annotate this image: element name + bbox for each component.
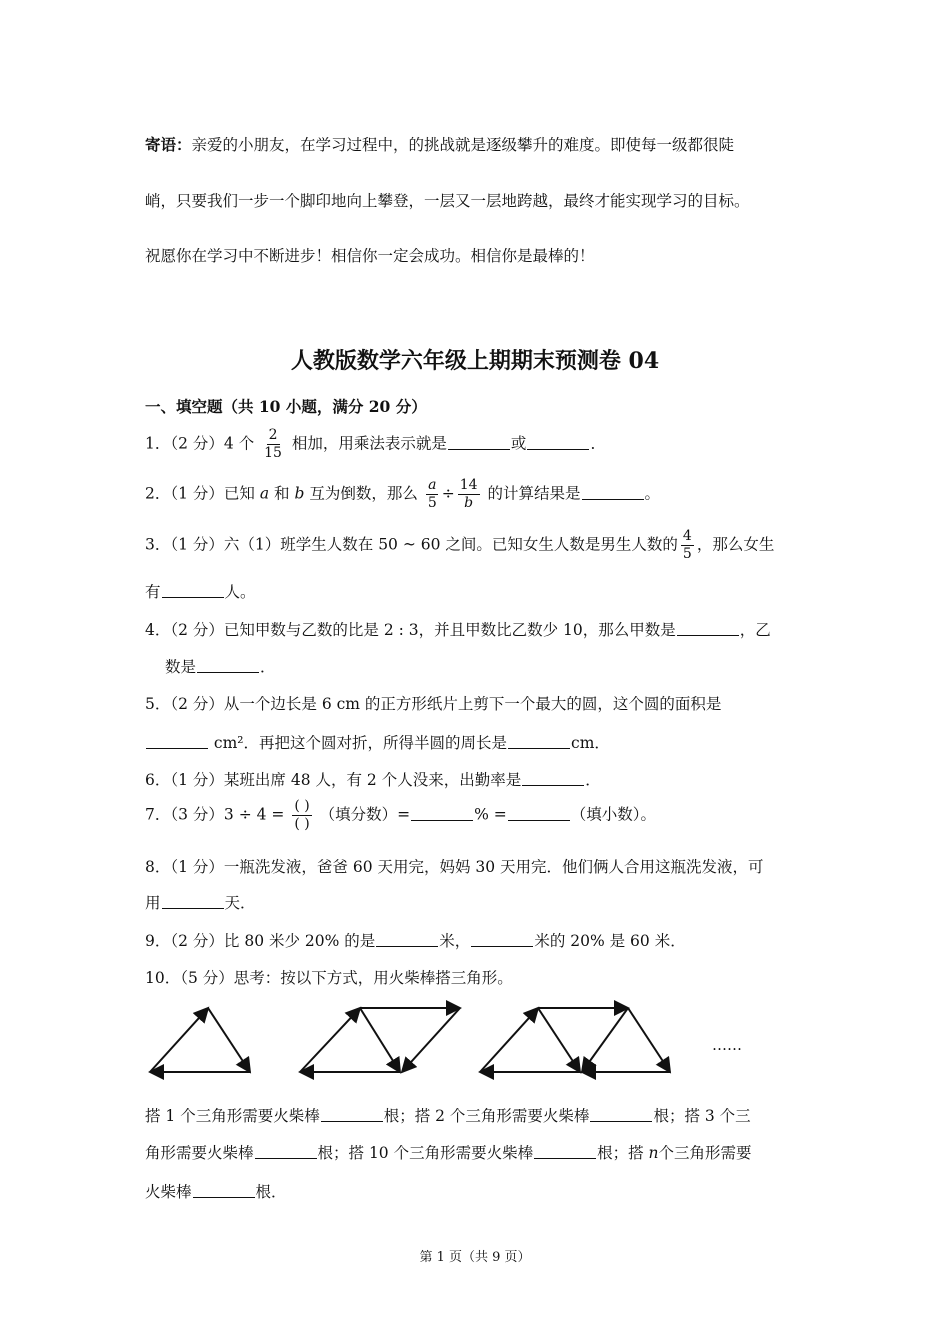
q9-text-b: 米， [439, 932, 471, 950]
q4-text-b: ，乙 [739, 621, 771, 639]
q2-text-and: 和 [274, 484, 290, 503]
q9-text-c: 米的 20% 是 60 米． [534, 932, 686, 950]
q4-text: 4．（2 分）已知甲数与乙数的比是 2 : 3，并且甲数比乙数少 10，那么甲数是 [145, 621, 676, 639]
q10-text-2d: 个三角形需要 [658, 1144, 752, 1162]
answer-blank[interactable] [534, 1157, 596, 1159]
q1-den: 15 [264, 445, 282, 461]
q10-text-1b: 根；搭 2 个三角形需要火柴棒 [383, 1107, 590, 1125]
q2-den-2: b [464, 495, 474, 511]
triangle-figure-3 [480, 1008, 670, 1072]
message-line-1 [145, 133, 734, 155]
message-line-3: 祝愿你在学习中不断进步！相信你一定会成功。相信你是最棒的！ [145, 247, 595, 265]
answer-blank[interactable] [411, 819, 473, 821]
q2-fraction-2 [458, 477, 480, 512]
question-10-line-2 [145, 1141, 752, 1163]
q2-den-1: 5 [427, 495, 437, 511]
q2-num-1: a [428, 477, 437, 493]
answer-blank[interactable] [197, 671, 259, 673]
answer-blank[interactable] [582, 498, 644, 500]
q7-num: ( ) [294, 798, 310, 814]
question-8: 8．（1 分）一瓶洗发液，爸爸 60 天用完，妈妈 30 天用完．他们俩人合用这瓶洗发液，可 [145, 858, 764, 876]
q9-text: 9．（2 分）比 80 米少 20% 的是 [145, 932, 376, 950]
q6-text: 6．（1 分）某班出席 48 人，有 2 个人没来，出勤率是 [145, 771, 522, 789]
q1-text-b: 相加，用乘法表示就是 [291, 434, 447, 453]
question-2 [145, 477, 660, 512]
q7-den: ( ) [294, 816, 310, 832]
question-5-cont [145, 731, 610, 753]
answer-blank[interactable] [321, 1120, 383, 1122]
q2-fraction-1 [426, 477, 439, 512]
q2-num-2: 14 [459, 477, 478, 493]
q7-text: 7．（3 分）3 ÷ 4 = [145, 805, 285, 824]
q10-text-3a: 火柴棒 [145, 1183, 192, 1201]
section-heading: 一、填空题（共 10 小题，满分 20 分） [145, 397, 427, 416]
answer-blank[interactable] [508, 819, 570, 821]
q2-var-a: a [259, 484, 270, 503]
q7-text-d: （填小数）。 [570, 805, 657, 824]
question-1 [145, 427, 606, 462]
q2-text-d: 。 [644, 484, 661, 503]
answer-blank[interactable] [471, 945, 533, 947]
q10-text-1a: 搭 1 个三角形需要火柴棒 [145, 1107, 320, 1125]
q10-text-1c: 根；搭 3 个三 [653, 1107, 751, 1125]
q10-text-3b: 根． [255, 1183, 287, 1201]
answer-blank[interactable] [522, 784, 584, 786]
q6-text-b: ． [585, 771, 601, 789]
answer-blank[interactable] [590, 1120, 652, 1122]
question-6 [145, 768, 601, 790]
answer-blank[interactable] [193, 1196, 255, 1198]
q1-text-d: ． [590, 434, 606, 453]
message-line-2: 峭，只要我们一步一个脚印地向上攀登，一层又一层地跨越，最终才能实现学习的目标。 [145, 192, 750, 210]
q3-text: 3．（1 分）六（1）班学生人数在 50 ~ 60 之间。已知女生人数是男生人数的 [145, 535, 678, 554]
q2-divide: ÷ [441, 484, 455, 503]
page-footer: 第 1 页（共 9 页） [419, 1250, 531, 1265]
answer-blank[interactable] [527, 448, 589, 450]
q3-fraction [681, 528, 694, 563]
q7-text-c: % = [474, 805, 507, 824]
q2-text-c: 的计算结果是 [487, 484, 581, 503]
question-3 [145, 528, 774, 563]
q10-text-2b: 根；搭 10 个三角形需要火柴棒 [317, 1144, 534, 1162]
q5-text-b: cm²．再把这个圆对折，所得半圆的周长是 [209, 734, 508, 752]
answer-blank[interactable] [146, 747, 208, 749]
q2-text-b: 互为倒数，那么 [309, 484, 418, 503]
q2-text: 2．（1 分）已知 [145, 484, 255, 503]
question-4-cont [165, 655, 276, 677]
question-9 [145, 929, 686, 951]
matchstick-triangles-figure [140, 1000, 780, 1090]
q3-text-c: 有 [145, 583, 161, 601]
q3-text-b: ，那么女生 [696, 535, 775, 554]
message-text-1: 亲爱的小朋友，在学习过程中，的挑战就是逐级攀升的难度。即使每一级都很陡 [191, 136, 735, 154]
question-8-cont [145, 891, 256, 913]
q3-den: 5 [682, 546, 692, 562]
q4-text-d: ． [260, 658, 276, 676]
q3-text-d: 人。 [224, 583, 256, 601]
q8-text-c: 天． [224, 894, 256, 912]
triangle-figure-1 [150, 1008, 250, 1072]
answer-blank[interactable] [376, 945, 438, 947]
answer-blank[interactable] [162, 596, 224, 598]
question-10-line-3 [145, 1180, 287, 1202]
question-4 [145, 618, 771, 640]
answer-blank[interactable] [162, 907, 224, 909]
q10-text-2c: 根；搭 [597, 1144, 644, 1162]
q7-text-b: （填分数）= [319, 805, 411, 824]
q2-var-b: b [294, 484, 305, 503]
q10-var-n: n [648, 1144, 659, 1162]
question-10-line-1 [145, 1104, 751, 1126]
triangle-figure-2 [300, 1008, 460, 1072]
question-3-cont [145, 580, 256, 602]
q4-text-c: 数是 [165, 658, 197, 676]
question-7 [145, 798, 656, 833]
q10-text-2a: 角形需要火柴棒 [145, 1144, 254, 1162]
answer-blank[interactable] [448, 448, 510, 450]
answer-blank[interactable] [677, 634, 739, 636]
q1-num: 2 [268, 427, 278, 443]
answer-blank[interactable] [255, 1157, 317, 1159]
q3-num: 4 [682, 528, 692, 544]
message-label: 寄语： [145, 135, 192, 154]
question-10: 10．（5 分）思考：按以下方式，用火柴棒搭三角形。 [145, 969, 513, 987]
q8-text-b: 用 [145, 894, 161, 912]
q7-fraction[interactable] [292, 798, 311, 833]
q1-text-c: 或 [510, 434, 527, 453]
q1-text: 1．（2 分）4 个 [145, 434, 255, 453]
figure-ellipsis: …… [712, 1036, 742, 1054]
page-title: 人教版数学六年级上期期末预测卷 04 [290, 348, 660, 374]
q1-fraction [262, 427, 284, 462]
answer-blank[interactable] [508, 747, 570, 749]
question-5: 5．（2 分）从一个边长是 6 cm 的正方形纸片上剪下一个最大的圆，这个圆的面积是 [145, 695, 722, 713]
q5-text-c: cm． [571, 734, 610, 752]
